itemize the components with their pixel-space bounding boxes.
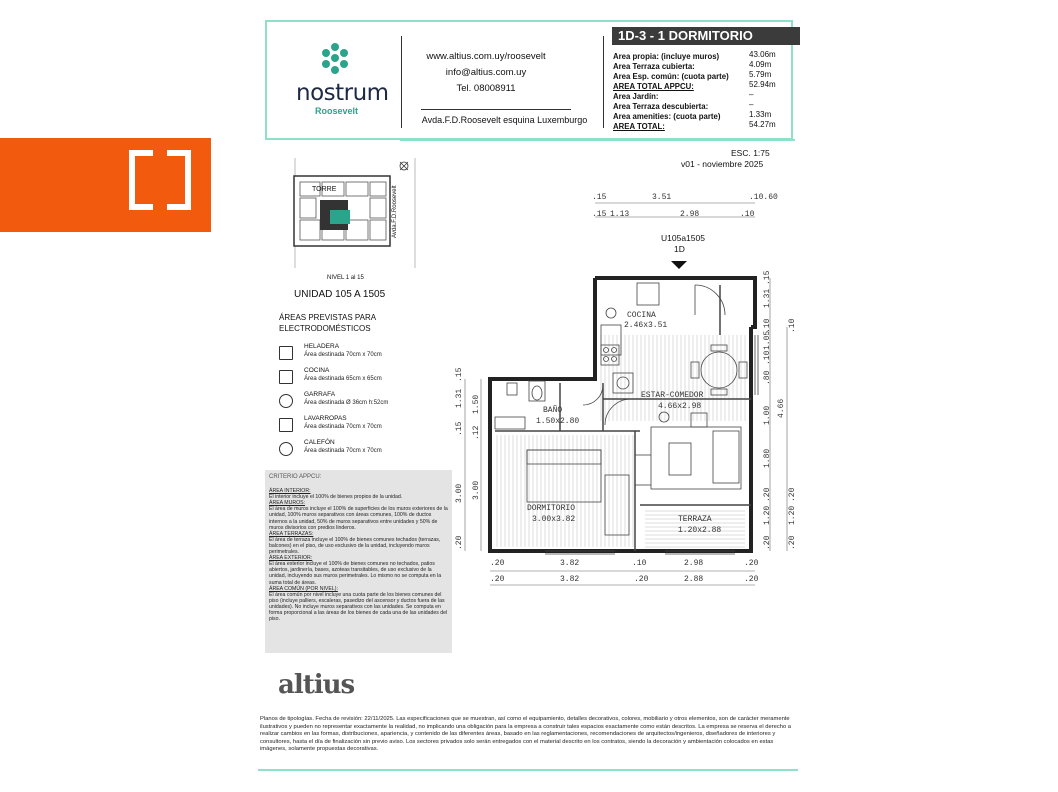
dimension-label: .10 <box>763 350 772 365</box>
altius-logo: altius <box>278 670 355 700</box>
criteria-paragraph: El área de muros incluye el 100% de superficies de los muros exteriores de la unidad, 100% muros separativos con áreas comunes, 100% de ductos internos a la unidad, 50% de muros separativos entre unidades y 50% de muros divisorios con predios linderos. <box>269 506 448 531</box>
nostrum-flower-icon <box>317 40 353 76</box>
divider <box>401 36 402 128</box>
dimension-label: 1.50 <box>472 394 481 414</box>
room-name: BAÑO <box>543 406 563 415</box>
appliance-name: COCINA <box>304 367 330 374</box>
dimension-label: 4.66 <box>777 398 786 418</box>
dimension-label: .20 <box>788 535 797 550</box>
area-value: 4.09m <box>749 60 772 69</box>
areas-table <box>613 50 788 130</box>
fridge-icon <box>279 346 293 360</box>
appliance-name: HELADERA <box>304 343 340 350</box>
stove-icon <box>279 370 293 384</box>
area-label: Area Terraza cubierta: <box>613 62 695 71</box>
dimension-label: 3.82 <box>560 559 580 568</box>
dimension-label: 3.00 <box>472 480 481 500</box>
key-plan <box>290 158 425 278</box>
appliance-name: GARRAFA <box>304 391 336 398</box>
washer-icon <box>279 418 293 432</box>
criteria-paragraph: El interior incluye el 100% de bienes propios de la unidad. <box>269 494 403 501</box>
torre-label: TORRE <box>312 186 337 193</box>
dimension-label: 1.00 <box>763 405 772 425</box>
dimension-label: 1.20 <box>763 505 772 525</box>
dimension-label: .15 <box>592 193 607 202</box>
dimension-label: .15 <box>455 367 464 382</box>
dimension-label: .20 <box>490 559 505 568</box>
area-label: Area Terraza descubierta: <box>613 102 709 111</box>
criteria-paragraph: El área común por nivel incluye una cuota parte de los bienes comunes del piso (incluye palliers, escaleras, pasedizo del ascensor y ductos fuera de las unidades). No incluye muros separativos con las unidades. Se computa en forma proporcional a las áreas de los bienes de cada una de las unidades del piso. <box>269 591 448 623</box>
website-link[interactable]: www.altius.com.uy/roosevelt <box>426 51 546 62</box>
dimension-label: 1.31 <box>455 388 464 408</box>
dimension-label: .12 <box>472 425 481 440</box>
dimension-label: 1.05 <box>763 330 772 350</box>
dimension-label: .80 <box>763 370 772 385</box>
area-row <box>613 60 788 70</box>
bracket-logo-icon <box>167 150 191 210</box>
dimension-label: .10 <box>763 318 772 333</box>
unit-title: 1D-3 - 1 DORMITORIO <box>612 27 800 45</box>
criteria-title: CRITERIO APPCU: <box>269 474 322 480</box>
divider <box>421 109 571 110</box>
dimension-label: .20 <box>763 487 772 502</box>
appliance-desc: Área destinada 70cm x 70cm <box>304 448 382 454</box>
dimension-label: .15 <box>763 270 772 285</box>
footer-divider <box>258 769 798 771</box>
area-label: Area Esp. común: (cuota parte) <box>613 72 729 81</box>
criteria-heading: ÁREA COMÚN (POR NIVEL): <box>269 585 338 592</box>
area-label: AREA TOTAL APPCU: <box>613 82 694 91</box>
criteria-heading: ÁREA EXTERIOR: <box>269 555 313 562</box>
area-label: Area Jardín: <box>613 92 659 101</box>
scale-text: ESC. 1:75 <box>731 148 770 158</box>
dimension-label: 3.51 <box>652 193 672 202</box>
dimension-label: .15 <box>455 421 464 436</box>
appliance-desc: Área destinada 70cm x 70cm <box>304 424 382 430</box>
area-label: Area amenities: (cuota parte) <box>613 112 721 121</box>
dimension-label: .15 <box>592 210 607 219</box>
appliance-name: LAVARROPAS <box>304 415 347 422</box>
area-label: AREA TOTAL: <box>613 122 665 131</box>
area-label: Area propia: (incluye muros) <box>613 52 720 61</box>
criteria-heading: ÁREA MUROS: <box>269 500 306 507</box>
logo-name: nostrum <box>296 80 389 106</box>
area-row <box>613 90 788 100</box>
heater-icon <box>279 442 293 456</box>
bracket-logo-icon <box>129 150 153 210</box>
dimension-label: .10.60 <box>749 193 778 202</box>
criteria-heading: ÁREA INTERIOR: <box>269 488 311 495</box>
area-value: – <box>749 100 754 109</box>
email-link[interactable]: info@altius.com.uy <box>445 67 527 78</box>
appliances-title: ÁREAS PREVISTAS PARA ELECTRODOMÉSTICOS <box>279 313 376 333</box>
area-row <box>613 70 788 80</box>
room-name: ESTAR-COMEDOR <box>641 391 704 400</box>
dimension-label: .10 <box>788 318 797 333</box>
address-text: Avda.F.D.Roosevelt esquina Luxemburgo <box>421 115 588 125</box>
dimension-label: .20 <box>744 575 759 584</box>
floor-plan <box>455 185 810 595</box>
street-label: Avda.F.D.Roosevelt <box>392 185 398 238</box>
dimension-label: 3.00 <box>455 483 464 503</box>
dimension-label: .20 <box>744 559 759 568</box>
room-size: 1.20x2.88 <box>678 526 722 535</box>
area-row <box>613 50 788 60</box>
appliance-desc: Área destinada 70cm x 70cm <box>304 352 382 358</box>
room-size: 2.46x3.51 <box>624 321 668 330</box>
appliance-name: CALEFÓN <box>304 439 335 446</box>
dimension-label: 1.20 <box>788 505 797 525</box>
room-size: 3.00x3.82 <box>532 515 576 524</box>
dimension-label: 1.31 <box>763 288 772 308</box>
dimension-label: 1.80 <box>763 448 772 468</box>
dimension-label: .20 <box>634 575 649 584</box>
dimension-label: 2.98 <box>680 210 700 219</box>
version-text: v01 - noviembre 2025 <box>681 159 764 169</box>
area-value: – <box>749 90 754 99</box>
area-row <box>613 110 788 120</box>
room-size: 4.66x2.98 <box>658 402 702 411</box>
unit-code: U105a1505 <box>661 233 705 243</box>
dimension-label: 2.98 <box>684 559 704 568</box>
disclaimer-text: Planos de tipologías. Fecha de revisión: 22/11/2025. Las especificaciones que se muestran, así como el equipamiento, detalles decorativos, colores, mobiliario y otros elementos, son de carácter meramente ilustrativos y pueden no representar exactamente la realidad, no implicando una obligación para la empresa a construir tales espacios exactamente como están descritos. La empresa se reserva el derecho a realizar cambios en las formas, distribuciones, apariencia, y contenido de las diferentes áreas, basado en las reglamentaciones, recomendaciones de arquitectos/ingenieros, diseñadores de interiores y consultores, hasta el día de finalización sin previo aviso. Los sectores privados solo serán entregados con el material descrito en los contratos, siendo la decoración y ambientación colocados en estas imágenes, solamente propuestas decorativas. <box>260 716 792 752</box>
appliance-desc: Área destinada Ø 36cm h:52cm <box>304 400 389 406</box>
area-row <box>613 100 788 110</box>
brand-logo-block <box>0 138 211 232</box>
area-value: 1.33m <box>749 110 772 119</box>
criteria-box <box>265 470 452 653</box>
unit-sub: 1D <box>674 244 685 254</box>
area-value: 52.94m <box>749 80 776 89</box>
room-size: 1.50x2.80 <box>536 417 580 426</box>
dimension-label: .10 <box>740 210 755 219</box>
dimension-label: 3.82 <box>560 575 580 584</box>
area-value: 54.27m <box>749 120 776 129</box>
dimension-label: 2.88 <box>684 575 704 584</box>
dimension-label: .10 <box>632 559 647 568</box>
phone-text: Tel. 08008911 <box>456 83 516 94</box>
room-name: COCINA <box>627 311 656 320</box>
dimension-label: .20 <box>490 575 505 584</box>
dimension-label: 1.13 <box>610 210 630 219</box>
dimension-label: .20 <box>455 535 464 550</box>
logo-subtitle: Roosevelt <box>315 106 359 116</box>
dimension-label: .20 <box>788 487 797 502</box>
room-name: TERRAZA <box>678 515 712 524</box>
nivel-label: NIVEL 1 al 15 <box>327 275 364 281</box>
room-name: DORMITORIO <box>527 504 576 513</box>
criteria-paragraph: El área exterior incluye el 100% de bienes comunes no techados, patios abiertos, jardinería, bases, azoteas transitables, de uso exclusivo de la unidad, incluyendo sus muros perimetrales. Lo mismo no se computa en la suma total de áreas. <box>269 561 442 586</box>
header-divider <box>400 139 795 141</box>
area-row <box>613 120 788 130</box>
dimension-label: .20 <box>763 535 772 550</box>
criteria-paragraph: El área de terraza incluye el 100% de bienes comunes techados (terrazas, balcones) en el piso, de uso exclusivo de la unidad, incluyendo muros perimetrales. <box>269 536 441 556</box>
area-row <box>613 80 788 90</box>
area-value: 43.06m <box>749 50 776 59</box>
gas-cylinder-icon <box>279 394 293 408</box>
unit-range: UNIDAD 105 A 1505 <box>294 289 386 300</box>
appliance-desc: Área destinada 65cm x 65cm <box>304 376 382 382</box>
divider <box>603 36 604 128</box>
criteria-heading: ÁREA TERRAZAS: <box>269 530 314 537</box>
area-value: 5.79m <box>749 70 772 79</box>
